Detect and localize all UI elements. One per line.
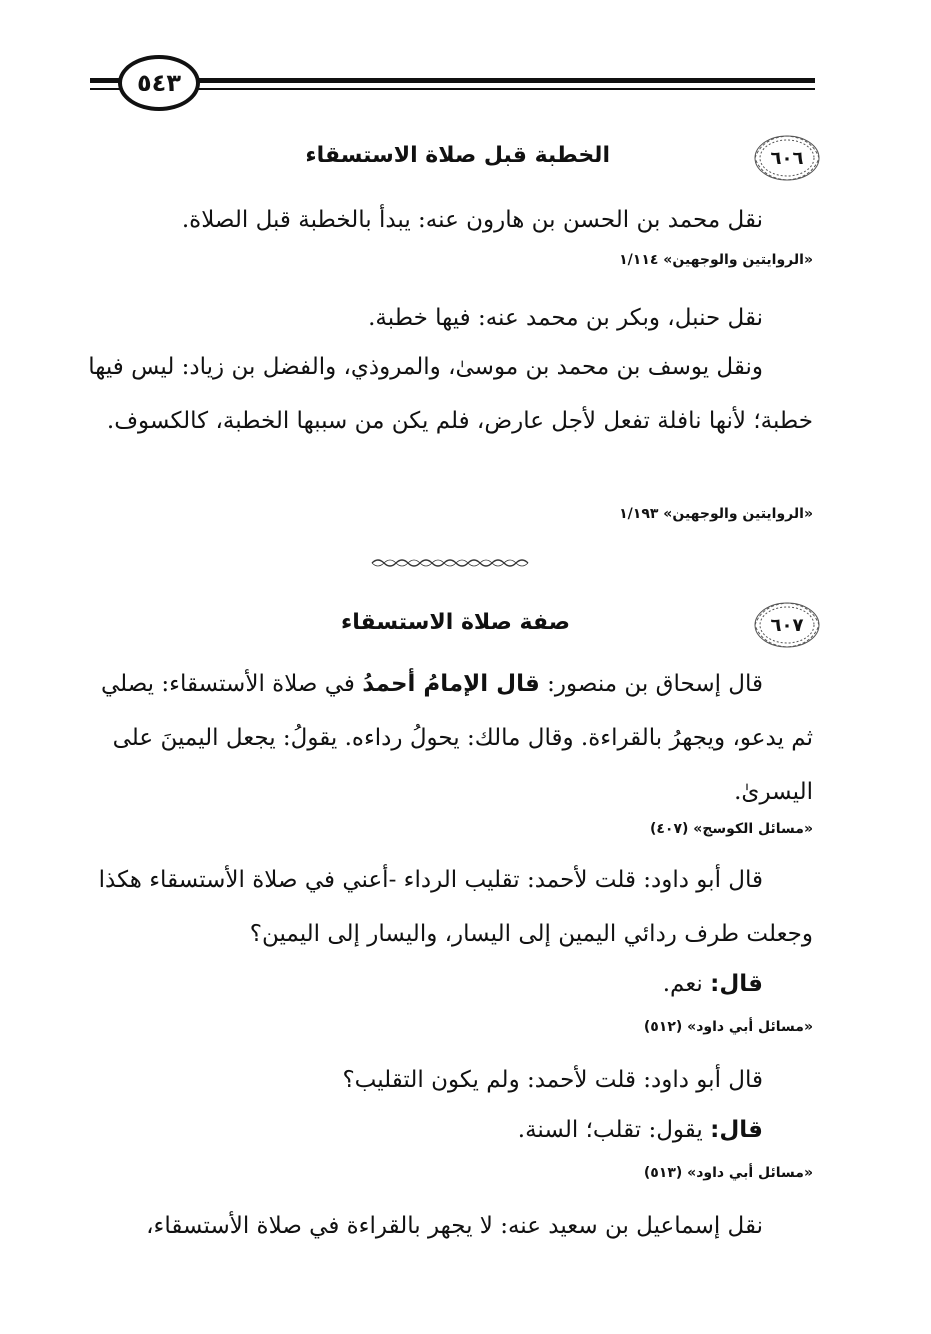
- paragraph: نقل إسماعيل بن سعيد عنه: لا يجهر بالقراءة في صلاة الأستسقاء،: [146, 1213, 763, 1239]
- paragraph: نقل حنبل، وبكر بن محمد عنه: فيها خطبة.: [368, 305, 763, 331]
- bold-quote: قال الإمامُ أحمدُ: [362, 671, 540, 697]
- ornamental-divider-icon: [370, 556, 530, 570]
- answer-label: قال:: [710, 971, 763, 997]
- paragraph: نقل محمد بن الحسن بن هارون عنه: يبدأ بالخطبة قبل الصلاة.: [181, 207, 763, 233]
- paragraph-text: قال إسحاق بن منصور:: [539, 671, 763, 697]
- answer-line: [88, 1103, 813, 1157]
- source-citation: «مسائل أبي داود» (٥١٣): [643, 1165, 813, 1181]
- paragraph-text: في صلاة الأستسقاء: يصلي ثم يدعو، ويجهرُ بالقراءة. وقال مالك: يحولُ رداءه. يقولُ: يجعل اليمينَ على اليسرىٰ.: [100, 671, 813, 805]
- source-citation: «الروايتين والوجهين» ١/١١٤: [619, 252, 813, 268]
- source-citation: «مسائل أبي داود» (٥١٢): [643, 1019, 813, 1035]
- section-number: ٦٠٧: [770, 614, 804, 636]
- paragraph: قال أبو داود: قلت لأحمد: تقليب الرداء -أعني في صلاة الأستسقاء هكذا وجعلت طرف ردائي اليمين إلى اليسار، واليسار إلى اليمين؟: [98, 867, 813, 947]
- answer-text: نعم.: [662, 971, 711, 997]
- page-number-badge: [118, 55, 200, 111]
- section-number-badge: [752, 600, 822, 650]
- section-title: صفة صلاة الاستسقاء: [341, 610, 570, 635]
- paragraph: [88, 657, 813, 819]
- source-citation: «مسائل الكوسج» (٤٠٧): [649, 821, 813, 837]
- source-citation: «الروايتين والوجهين» ١/١٩٣: [619, 506, 813, 522]
- answer-label: قال:: [710, 1117, 763, 1143]
- section-number-badge: [752, 133, 822, 183]
- section-title: الخطبة قبل صلاة الاستسقاء: [305, 143, 610, 168]
- answer-text: يقول: تقلب؛ السنة.: [517, 1117, 711, 1143]
- section-number: ٦٠٦: [770, 147, 804, 169]
- page-number: ٥٤٣: [137, 69, 181, 97]
- paragraph: قال أبو داود: قلت لأحمد: ولم يكون التقليب؟: [342, 1067, 763, 1093]
- answer-line: [88, 957, 813, 1011]
- paragraph: ونقل يوسف بن محمد بن موسىٰ، والمروذي، والفضل بن زياد: ليس فيها خطبة؛ لأنها نافلة تفعل لأجل عارض، فلم يكن من سببها الخطبة، كالكسوف.: [88, 354, 813, 434]
